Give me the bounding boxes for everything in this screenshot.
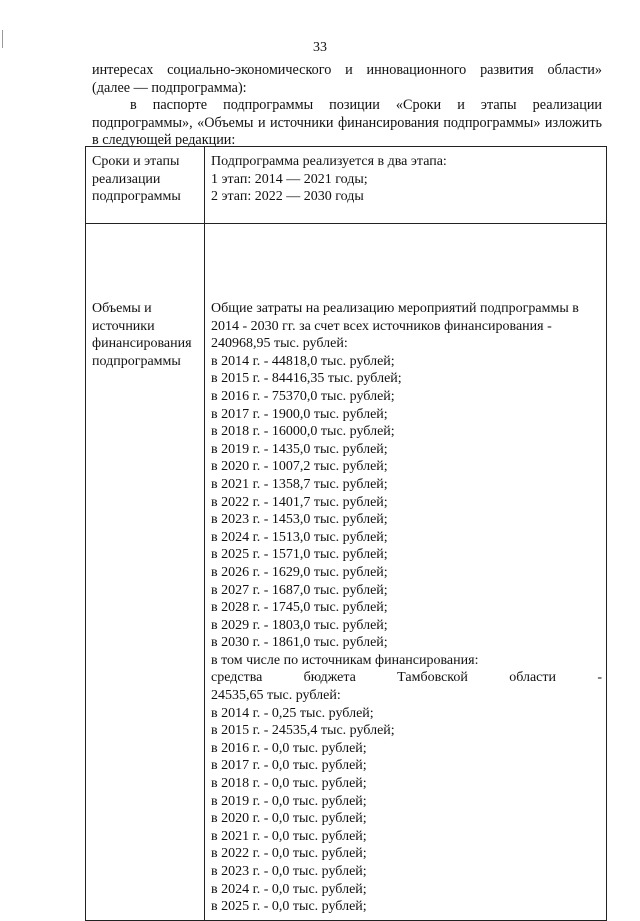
funding-year-regional-line: в 2021 г. - 0,0 тыс. рублей; xyxy=(211,828,367,844)
funding-year-regional-line: в 2025 г. - 0,0 тыс. рублей; xyxy=(211,899,367,915)
regional-budget-line: средства бюджета Тамбовской области - xyxy=(211,670,602,686)
funding-year-total-line: в 2025 г. - 1571,0 тыс. рублей; xyxy=(211,547,388,563)
funding-years-total-list xyxy=(211,353,602,652)
funding-total: Общие затраты на реализацию мероприятий подпрограммы в 2014 - 2030 гг. за счет всех источников финансирования - 240968,95 тыс. рублей: xyxy=(211,301,579,352)
funding-year-total-line: в 2030 г. - 1861,0 тыс. рублей; xyxy=(211,635,388,651)
funding-year-total-line: в 2027 г. - 1687,0 тыс. рублей; xyxy=(211,582,388,598)
passport-table xyxy=(85,146,607,921)
funding-label: Объемы и источники финансирования подпрограммы xyxy=(86,224,205,921)
stages-line: Подпрограмма реализуется в два этапа: xyxy=(211,154,447,169)
funding-year-total-line: в 2029 г. - 1803,0 тыс. рублей; xyxy=(211,617,388,633)
stages-label: Сроки и этапы реализации подпрограммы xyxy=(86,147,205,224)
funding-content xyxy=(205,224,607,921)
intro-line-1: интересах социально-экономического и инновационного развития области» xyxy=(92,62,602,78)
funding-year-total-line: в 2021 г. - 1358,7 тыс. рублей; xyxy=(211,476,388,492)
funding-years-regional-list xyxy=(211,705,602,916)
regional-budget-amount: 24535,65 тыс. рублей: xyxy=(211,688,341,704)
funding-year-total-line: в 2022 г. - 1401,7 тыс. рублей; xyxy=(211,494,388,510)
intro-line-2: (далее — подпрограмма): xyxy=(92,79,247,96)
funding-year-regional-line: в 2015 г. - 24535,4 тыс. рублей; xyxy=(211,723,395,739)
funding-year-total-line: в 2018 г. - 16000,0 тыс. рублей; xyxy=(211,424,395,440)
stages-line: 2 этап: 2022 — 2030 годы xyxy=(211,189,364,205)
funding-year-regional-line: в 2017 г. - 0,0 тыс. рублей; xyxy=(211,758,367,774)
funding-year-total-line: в 2028 г. - 1745,0 тыс. рублей; xyxy=(211,600,388,616)
funding-year-regional-line: в 2020 г. - 0,0 тыс. рублей; xyxy=(211,811,367,827)
funding-year-total-line: в 2019 г. - 1435,0 тыс. рублей; xyxy=(211,441,388,457)
funding-year-total-line: в 2026 г. - 1629,0 тыс. рублей; xyxy=(211,564,388,580)
funding-year-total-line: в 2017 г. - 1900,0 тыс. рублей; xyxy=(211,406,388,422)
table-row-funding xyxy=(86,224,607,921)
funding-year-regional-line: в 2024 г. - 0,0 тыс. рублей; xyxy=(211,881,367,897)
funding-year-regional-line: в 2018 г. - 0,0 тыс. рублей; xyxy=(211,776,367,792)
page-number: 33 xyxy=(313,40,327,55)
funding-year-regional-line: в 2016 г. - 0,0 тыс. рублей; xyxy=(211,740,367,756)
stages-content xyxy=(205,147,607,224)
funding-year-regional-line: в 2022 г. - 0,0 тыс. рублей; xyxy=(211,846,367,862)
funding-year-regional-line: в 2023 г. - 0,0 тыс. рублей; xyxy=(211,864,367,879)
funding-sources-heading: в том числе по источникам финансирования: xyxy=(211,652,479,668)
table-row-stages xyxy=(86,147,607,224)
funding-year-total-line: в 2015 г. - 84416,35 тыс. рублей; xyxy=(211,371,402,387)
funding-year-total-line: в 2020 г. - 1007,2 тыс. рублей; xyxy=(211,459,388,475)
funding-year-regional-line: в 2019 г. - 0,0 тыс. рублей; xyxy=(211,793,367,809)
funding-year-total-line: в 2016 г. - 75370,0 тыс. рублей; xyxy=(211,388,395,404)
funding-year-regional-line: в 2014 г. - 0,25 тыс. рублей; xyxy=(211,705,374,721)
funding-year-total-line: в 2024 г. - 1513,0 тыс. рублей; xyxy=(211,529,388,545)
intro-paragraph: в паспорте подпрограммы позиции «Сроки и этапы реализации подпрограммы», «Объемы и источники финансирования подпрограммы» изложить в следующей редакции: xyxy=(92,97,602,149)
funding-year-total-line: в 2023 г. - 1453,0 тыс. рублей; xyxy=(211,512,388,528)
stages-line: 1 этап: 2014 — 2021 годы; xyxy=(211,171,368,187)
intro-text xyxy=(92,62,602,150)
funding-year-total-line: в 2014 г. - 44818,0 тыс. рублей; xyxy=(211,353,395,369)
